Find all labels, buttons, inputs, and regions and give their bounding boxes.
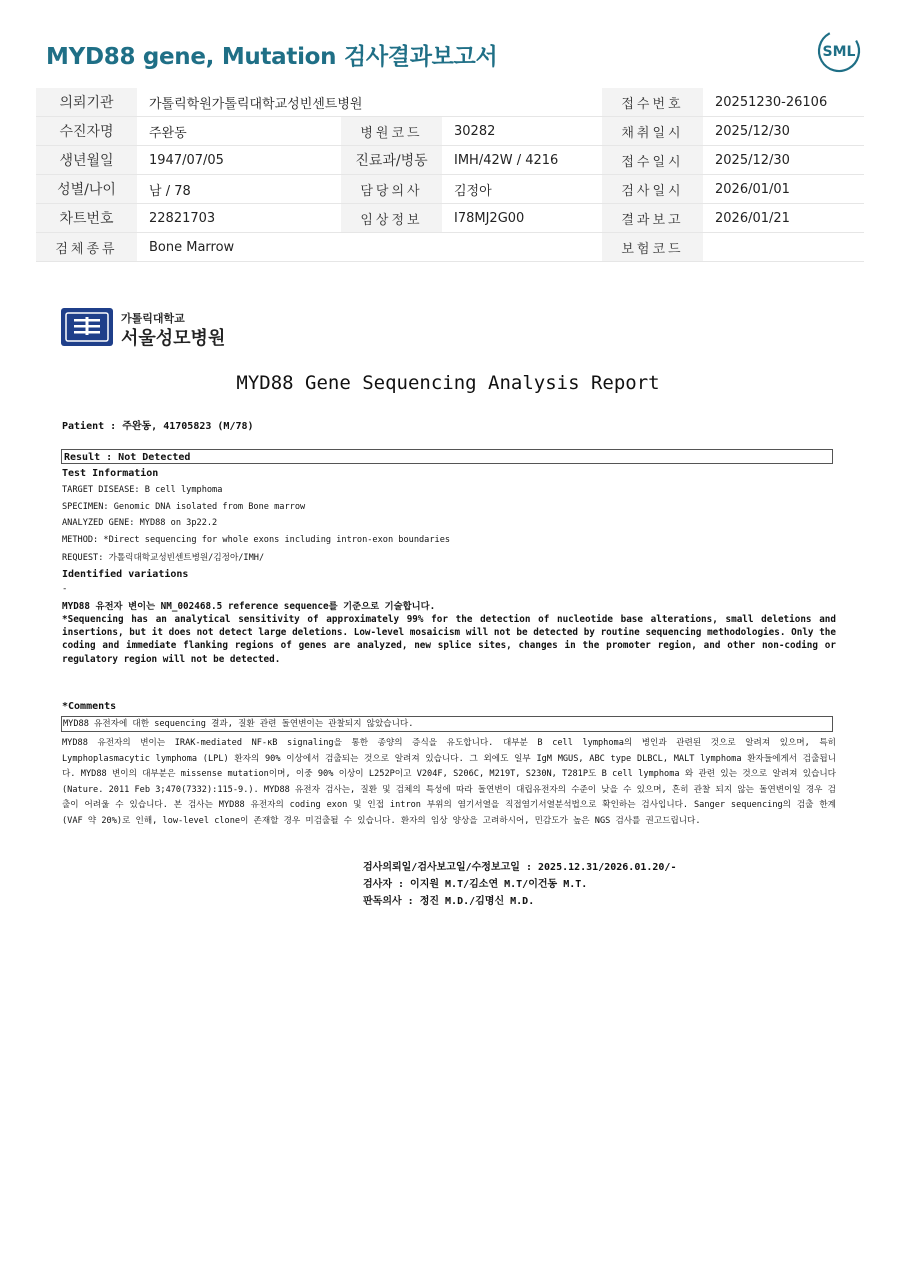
label-physician: 담당의사 xyxy=(341,175,442,204)
value-receipt-number: 20251230-26106 xyxy=(703,88,864,117)
label-collection-date: 채취일시 xyxy=(602,117,703,146)
identified-variations-value: - xyxy=(62,584,68,594)
info-row xyxy=(36,204,864,233)
analyzed-gene: ANALYZED GENE: MYD88 on 3p22.2 xyxy=(62,518,218,528)
patient-line: Patient : 주완동, 41705823 (M/78) xyxy=(62,421,254,432)
value-chart-number: 22821703 xyxy=(137,204,341,233)
value-receipt-date: 2025/12/30 xyxy=(703,146,864,175)
reviewing-physicians: 판독의사 : 정진 M.D./김명신 M.D. xyxy=(363,896,535,907)
label-result-report: 결과보고 xyxy=(602,204,703,233)
label-receipt-number: 접수번호 xyxy=(602,88,703,117)
sensitivity-note: *Sequencing has an analytical sensitivity of approximately 99% for the detection of nucleotide base alterations, small deletions and insertions, but it does not detect large deletions. Low-level mosaicism will not be detected by routine sequencing methodologies. Only the coding and immediate flanking regions of genes are analyzed, new splice sites, changes in the promoter region, and other non-coding or regulatory region will not be detected. xyxy=(62,614,836,665)
examiners: 검사자 : 이지원 M.T/김소연 M.T/이건동 M.T. xyxy=(363,879,588,890)
label-requesting-institution: 의뢰기관 xyxy=(36,88,137,117)
report-title: MYD88 Gene Sequencing Analysis Report xyxy=(236,372,660,394)
value-specimen-type: Bone Marrow xyxy=(137,233,602,262)
label-specimen-type: 검체종류 xyxy=(36,233,137,262)
label-receipt-date: 접수일시 xyxy=(602,146,703,175)
value-physician: 김정아 xyxy=(442,175,602,204)
comment-paragraph: MYD88 유전자의 변이는 IRAK-mediated NF-κB signaling을 통한 종양의 증식을 유도합니다. 대부분 B cell lymphoma의 병인과 관련된 것으로 알려져 있으며, 특히 Lymphoplasmacytic lymphoma (LPL) 환자의 90% 이상에서 검출되는 것으로 알려져 있습니다. 그 외에도 일부 IgM MGUS, ABC type DLBCL, MALT lymphoma 환자들에게서 검출됩니다. MYD88 변이의 대부분은 missense mutation이며, 이중 90% 이상이 L252P이고 V204F, S206C, M219T, S230N, T281P도 B cell lymphoma 와 관련 있는 것으로 알려져 있습니다(Nature. 2011 Feb 3;470(7332):115-9.). MYD88 유전자 검사는, 질환 및 검체의 특성에 따라 돌연변이 대립유전자의 수준이 낮을 수 있으며, 흔히 관찰 되지 않는 돌연변이일 경우 검출이 어려울 수 있습니다. 본 검사는 MYD88 유전자의 coding exon 및 인접 intron 부위의 염기서열을 직접염기서열분석법으로 확인하는 검사입니다. Sanger sequencing의 검출 한계(VAF 약 20%)로 인해, low-level clone이 존재할 경우 미검출될 수 있습니다. 환자의 임상 양상을 고려하시어, 민감도가 높은 NGS 검사를 권고드립니다. xyxy=(62,738,836,826)
value-sex-age: 남 / 78 xyxy=(137,175,341,204)
info-row xyxy=(36,146,864,175)
value-department-ward: IMH/42W / 4216 xyxy=(442,146,602,175)
info-row xyxy=(36,88,864,117)
page-title: MYD88 gene, Mutation 검사결과보고서 xyxy=(46,44,498,70)
info-row xyxy=(36,233,864,262)
hospital-name: 서울성모병원 xyxy=(121,328,226,349)
identified-variations-heading: Identified variations xyxy=(62,569,189,580)
label-sex-age: 성별/나이 xyxy=(36,175,137,204)
value-clinical-info: I78MJ2G00 xyxy=(442,204,602,233)
result-box: Result : Not Detected xyxy=(61,449,833,464)
comments-heading: *Comments xyxy=(62,701,117,712)
value-test-date: 2026/01/01 xyxy=(703,175,864,204)
value-birth-date: 1947/07/05 xyxy=(137,146,341,175)
label-test-date: 검사일시 xyxy=(602,175,703,204)
info-row xyxy=(36,175,864,204)
logo-text: SML xyxy=(822,44,856,60)
value-result-report: 2026/01/21 xyxy=(703,204,864,233)
label-clinical-info: 임상정보 xyxy=(341,204,442,233)
report-dates: 검사의뢰일/검사보고일/수정보고일 : 2025.12.31/2026.01.20/- xyxy=(363,862,677,873)
hospital-university-name: 가톨릭대학교 xyxy=(121,312,185,325)
value-requesting-institution: 가톨릭학원가톨릭대학교성빈센트병원 xyxy=(137,88,602,117)
test-information-heading: Test Information xyxy=(62,468,159,479)
method: METHOD: *Direct sequencing for whole exons including intron-exon boundaries xyxy=(62,535,451,545)
label-department-ward: 진료과/병동 xyxy=(341,146,442,175)
hospital-emblem-icon xyxy=(60,307,114,347)
label-birth-date: 생년월일 xyxy=(36,146,137,175)
reference-note: MYD88 유전자 변이는 NM_002468.5 reference sequence를 기준으로 기술합니다. xyxy=(62,601,436,612)
label-chart-number: 차트번호 xyxy=(36,204,137,233)
specimen: SPECIMEN: Genomic DNA isolated from Bone marrow xyxy=(62,502,306,512)
value-collection-date: 2025/12/30 xyxy=(703,117,864,146)
label-hospital-code: 병원코드 xyxy=(341,117,442,146)
info-row xyxy=(36,117,864,146)
label-insurance-code: 보험코드 xyxy=(602,233,703,262)
value-insurance-code xyxy=(703,233,864,262)
label-patient-name: 수진자명 xyxy=(36,117,137,146)
value-hospital-code: 30282 xyxy=(442,117,602,146)
patient-info-table xyxy=(36,88,864,262)
target-disease: TARGET DISEASE: B cell lymphoma xyxy=(62,485,223,495)
value-patient-name: 주완동 xyxy=(137,117,341,146)
request: REQUEST: 가톨릭대학교성빈센트병원/김정아/IMH/ xyxy=(62,553,265,563)
comment-summary-box: MYD88 유전자에 대한 sequencing 결과, 질환 관련 돌연변이는 관찰되지 않았습니다. xyxy=(61,716,833,732)
sml-logo xyxy=(816,28,862,74)
